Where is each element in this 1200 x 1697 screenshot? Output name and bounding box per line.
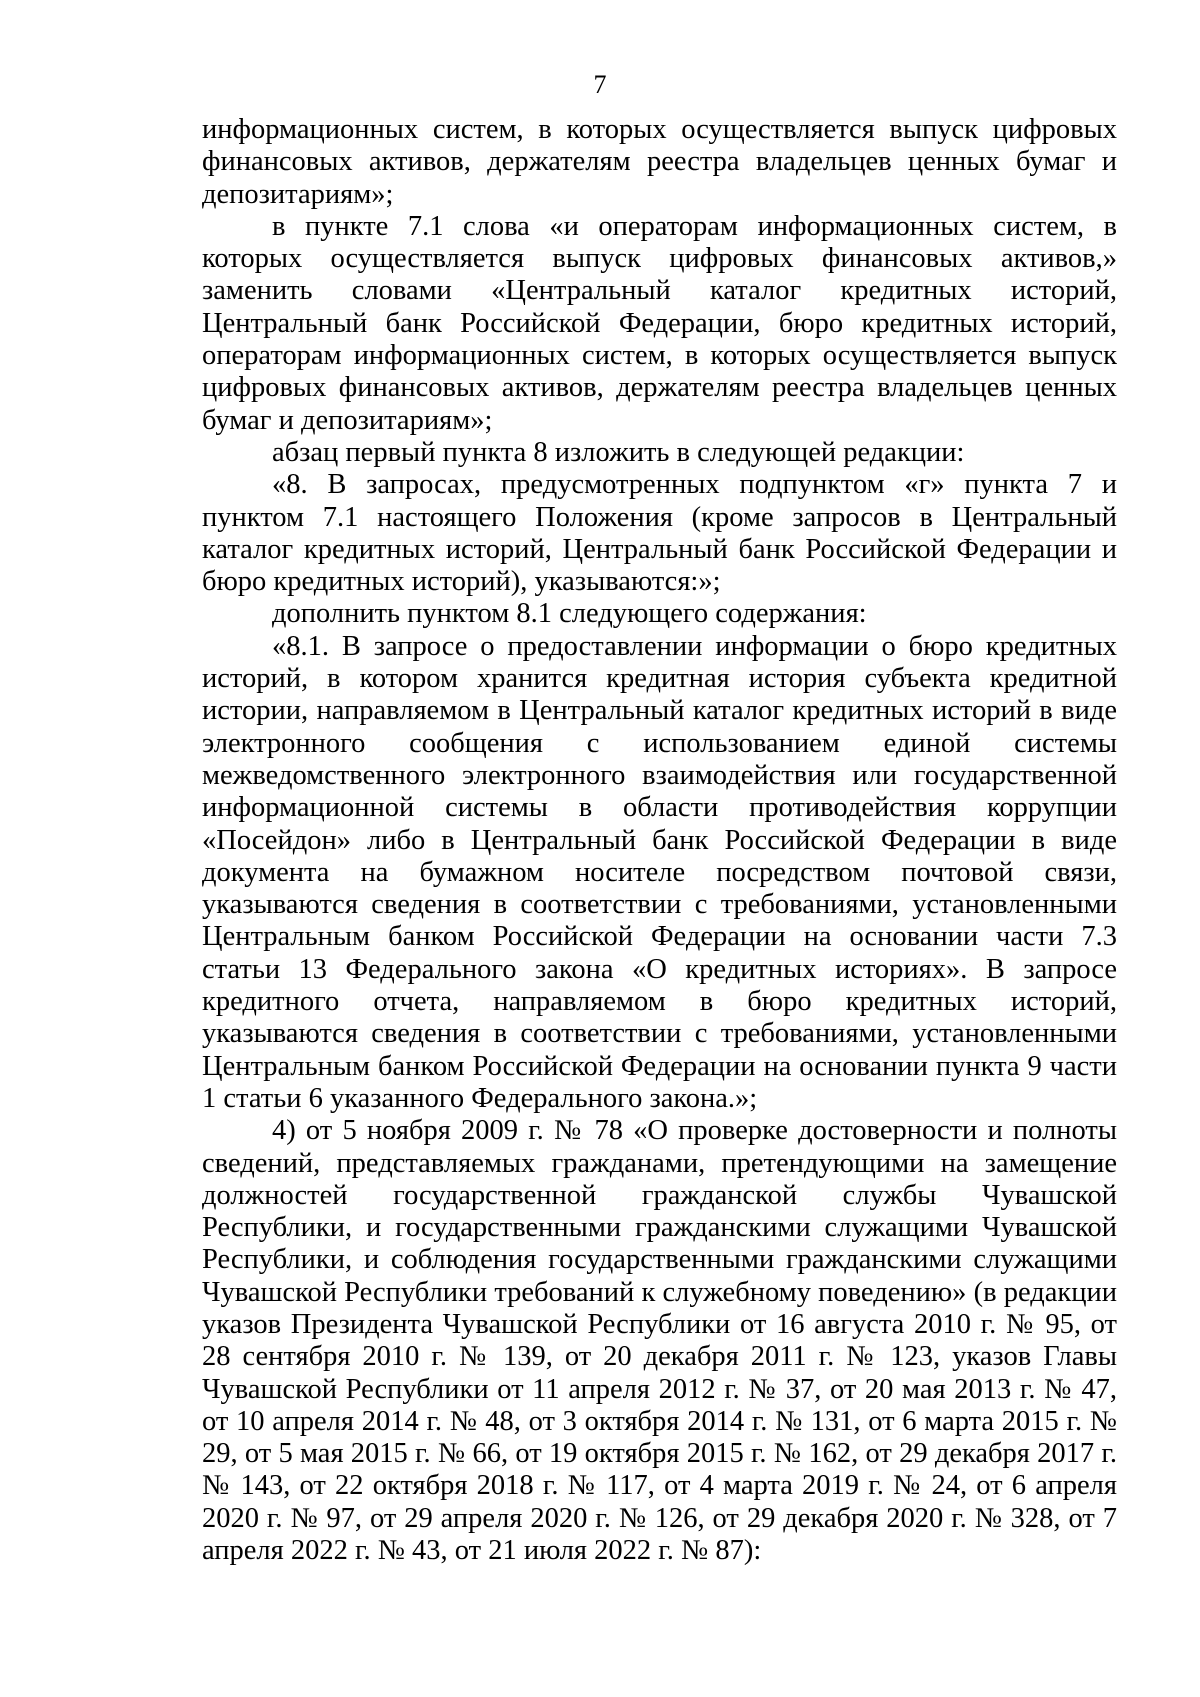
paragraph-item-8-1-intro: дополнить пунктом 8.1 следующего содержания: <box>272 598 867 630</box>
page-number: 7 <box>593 70 607 99</box>
paragraph-item-7-1: в пункте 7.1 слова «и операторам информационных систем, в которых осуществляется выпуск цифровых финансовых активов,» заменить словами «Центральный каталог кредитных историй, Центральный банк Российской Федерации, бюро кредитных историй, операторам информационных систем, в которых осуществляется выпуск цифровых финансовых активов, держателям реестра владельцев ценных бумаг и депозитариям»; <box>202 210 1117 436</box>
paragraph-item-8-1: «8.1. В запросе о предоставлении информации о бюро кредитных историй, в котором хранится кредитная история субъекта кредитной истории, направляемом в Центральный каталог кредитных историй в виде электронного сообщения с использованием единой системы межведомственного электронного взаимодействия или государственной информационной системы в области противодействия коррупции «Посейдон» либо в Центральный банк Российской Федерации в виде документа на бумажном носителе посредством почтовой связи, указываются сведения в соответствии с требованиями, установленными Центральным банком Российской Федерации на основании части 7.3 статьи 13 Федерального закона «О кредитных историях». В запросе кредитного отчета, направляемом в бюро кредитных историй, указываются сведения в соответствии с требованиями, установленными Центральным банком Российской Федерации на основании пункта 9 части 1 статьи 6 указанного Федерального закона.»; <box>202 630 1117 1114</box>
paragraph-item-8-intro: абзац первый пункта 8 изложить в следующей редакции: <box>272 436 965 468</box>
paragraph-item-8: «8. В запросах, предусмотренных подпунктом «г» пункта 7 и пунктом 7.1 настоящего Положения (кроме запросов в Центральный каталог кредитных историй, Центральный банк Российской Федерации и бюро кредитных историй), указываются:»; <box>202 469 1117 598</box>
paragraph-subitem-4: 4) от 5 ноября 2009 г. № 78 «О проверке достоверности и полноты сведений, представляемых гражданами, претендующими на замещение должностей государственной гражданской службы Чувашской Республики, и государственными гражданскими служащими Чувашской Республики, и соблюдения государственными гражданскими служащими Чувашской Республики требований к служебному поведению» (в редакции указов Президента Чувашской Республики от 16 августа 2010 г. № 95, от 28 сентября 2010 г. № 139, от 20 декабря 2011 г. № 123, указов Главы Чувашской Республики от 11 апреля 2012 г. № 37, от 20 мая 2013 г. № 47, от 10 апреля 2014 г. № 48, от 3 октября 2014 г. № 131, от 6 марта 2015 г. № 29, от 5 мая 2015 г. № 66, от 19 октября 2015 г. № 162, от 29 декабря 2017 г. № 143, от 22 октября 2018 г. № 117, от 4 марта 2019 г. № 24, от 6 апреля 2020 г. № 97, от 29 апреля 2020 г. № 126, от 29 декабря 2020 г. № 328, от 7 апреля 2022 г. № 43, от 21 июля 2022 г. № 87): <box>202 1115 1117 1567</box>
paragraph-continuation: информационных систем, в которых осуществляется выпуск цифровых финансовых активов, держателям реестра владельцев ценных бумаг и депозитариям»; <box>202 114 1117 210</box>
document-body <box>202 114 1117 1567</box>
